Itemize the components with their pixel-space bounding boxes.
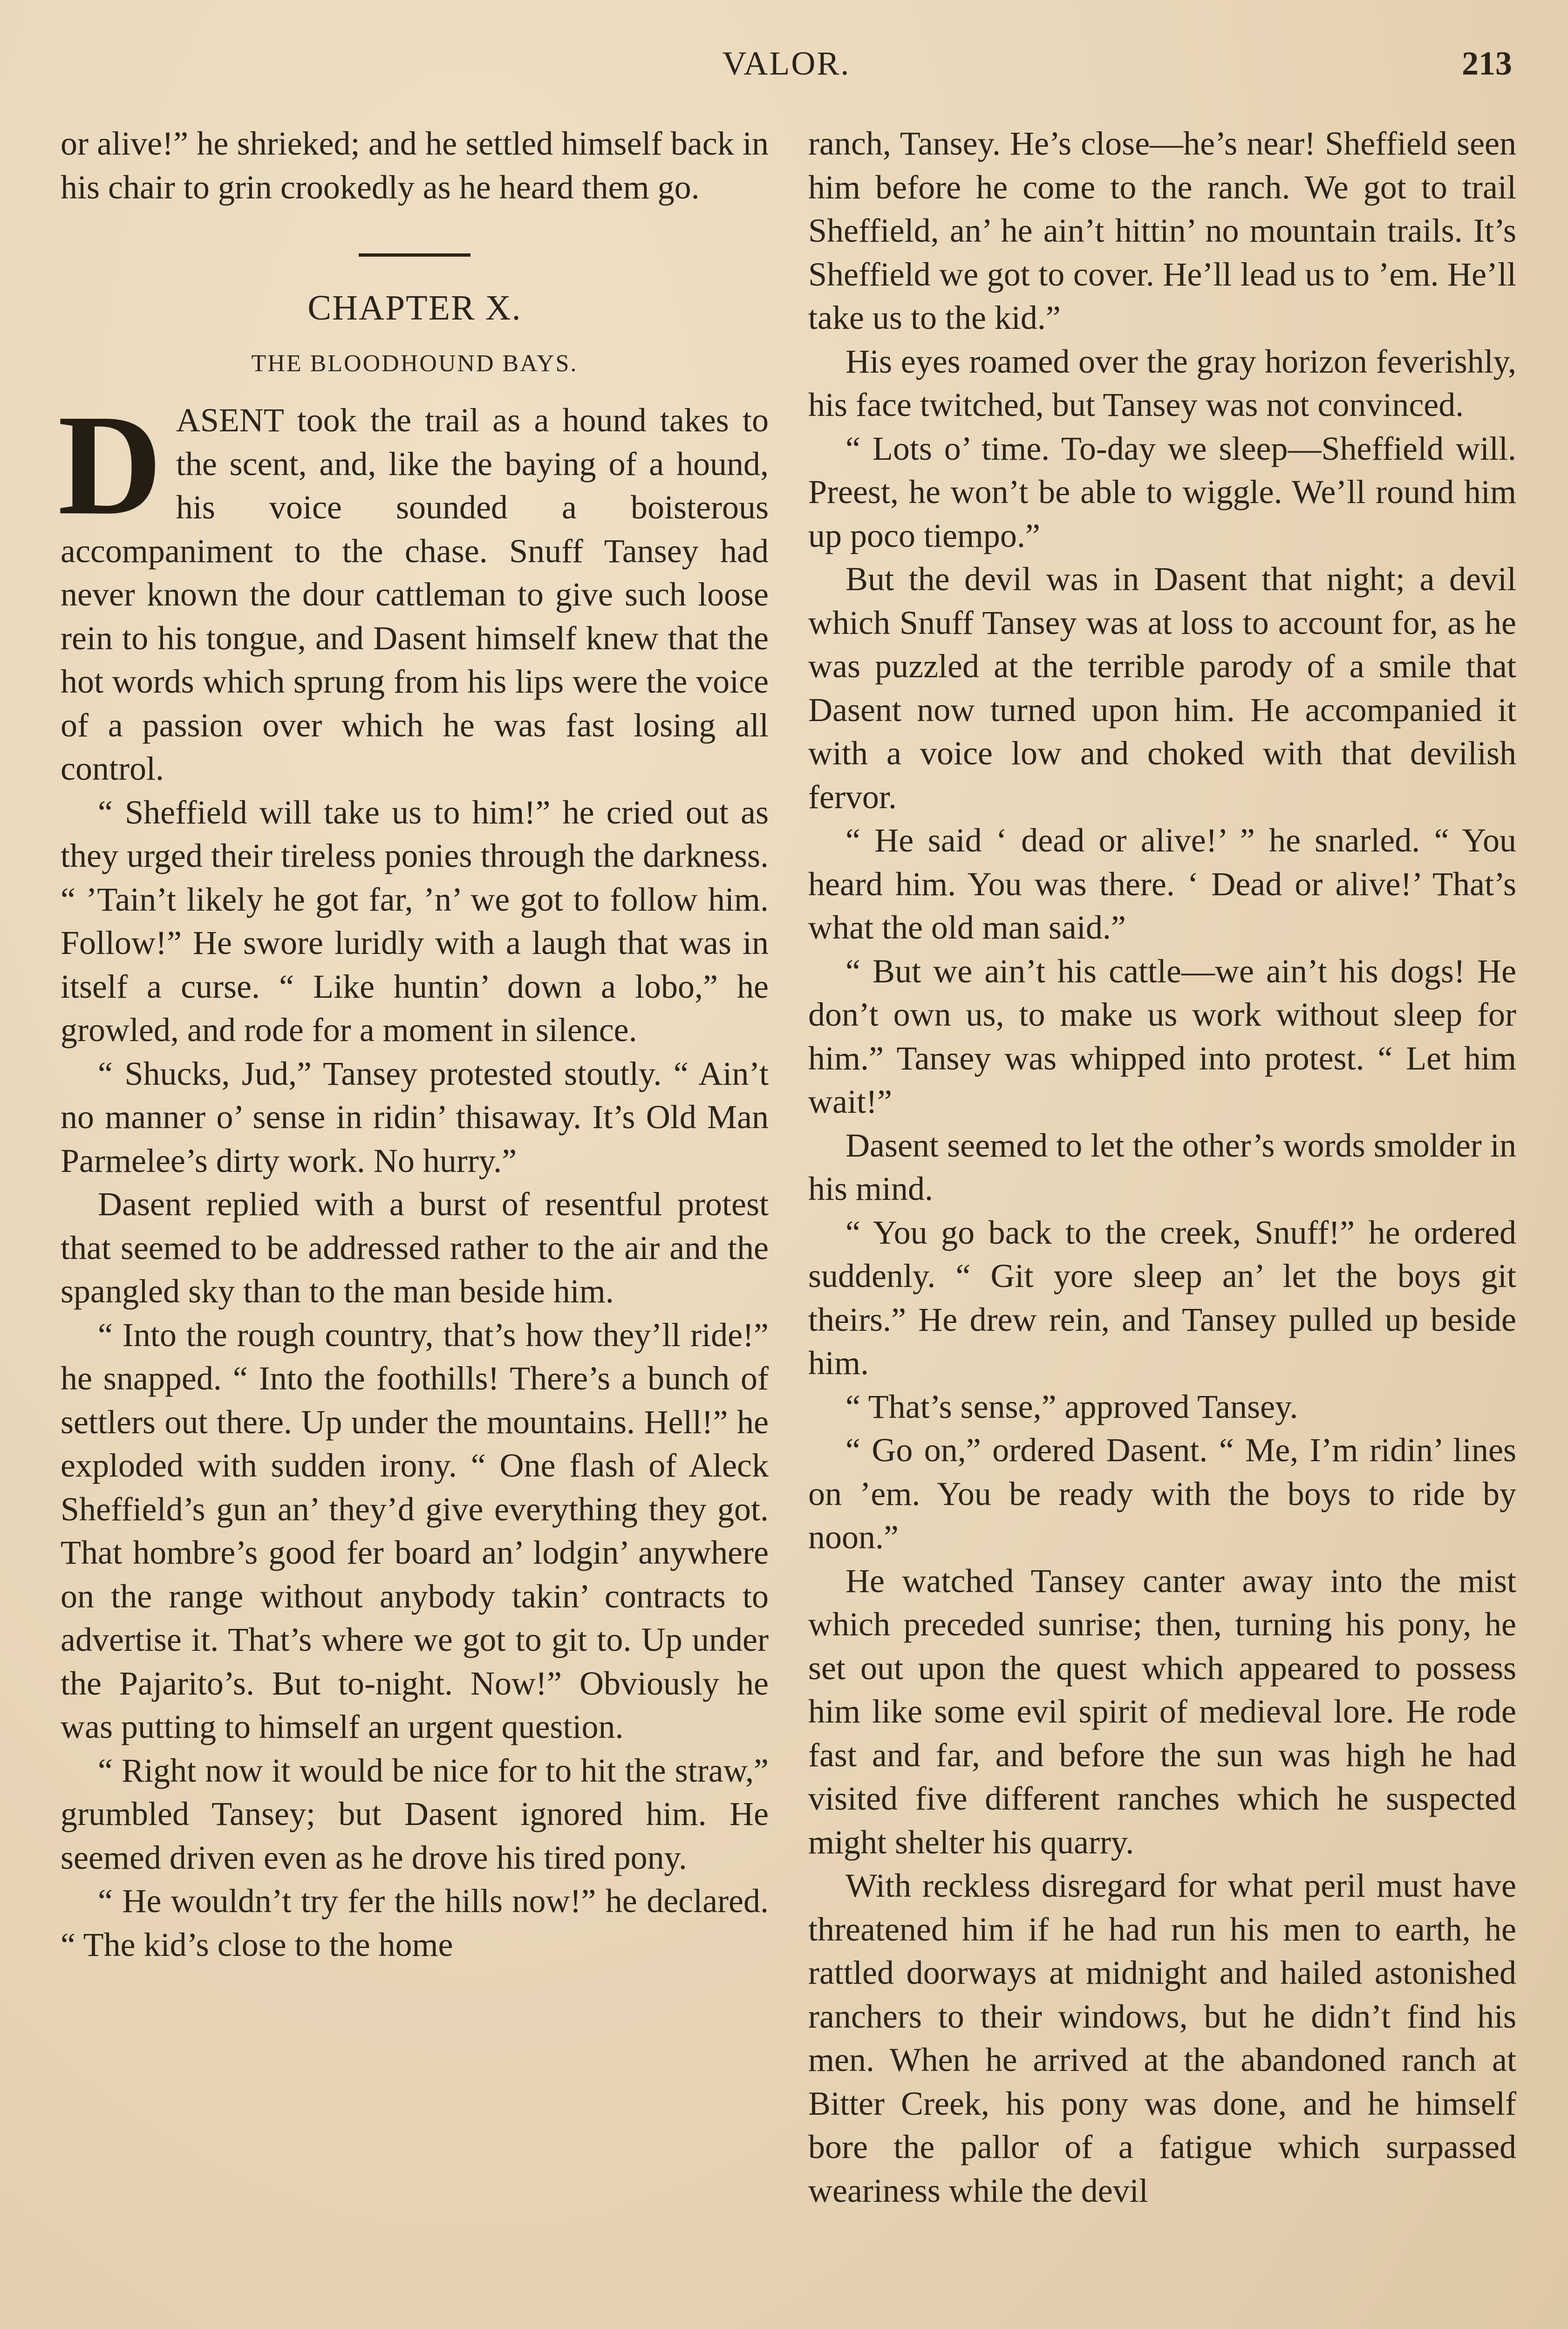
paragraph: “ Lots o’ time. To-day we sleep—Sheffield will. Preest, he won’t be able to wiggle. We’ll round him up poco tiempo.” (808, 429, 1516, 554)
paragraph: “ That’s sense,” approved Tansey. (845, 1388, 1298, 1425)
paragraph: His eyes roamed over the gray horizon feverishly, his face twitched, but Tansey was not convinced. (808, 342, 1516, 423)
paragraph: Dasent replied with a burst of resentful protest that seemed to be addressed rather to the air and the spangled sky than to the man beside him. (61, 1185, 769, 1310)
section-divider (359, 253, 470, 257)
chapter-title: CHAPTER X. (307, 288, 522, 327)
page-number: 213 (1462, 45, 1512, 82)
paragraph: “ Into the rough country, that’s how they’ll ride!” he snapped. “ Into the foothills! There’s a bunch of settlers out there. Up under the mountains. Hell!” he exploded with sudden irony. “ One flash of Aleck Sheffield’s gun an’ they’d give everything they got. That hombre’s good fer board an’ lodgin’ anywhere on the range without anybody takin’ contracts to advertise it. That’s where we got to git to. Up under the Pajarito’s. But to-night. Now!” Obviously he was putting to himself an urgent question. (61, 1316, 769, 1745)
chapter-opening-paragraph (58, 385, 769, 791)
continued-paragraph: or alive!” he shrieked; and he settled himself back in his chair to grin crookedly as he heard them go. (61, 125, 769, 206)
paragraph: “ He wouldn’t try fer the hills now!” he declared. “ The kid’s close to the home (61, 1882, 769, 1963)
running-title: VALOR. (722, 45, 851, 82)
paragraph: But the devil was in Dasent that night; a devil which Snuff Tansey was at loss to account for, as he was puzzled at the terrible parody of a smile that Dasent now turned upon him. He accompanied it with a voice low and choked with that devilish fervor. (808, 560, 1516, 816)
paragraph: He watched Tansey canter away into the mist which preceded sunrise; then, turning his pony, he set out upon the quest which appeared to possess him like some evil spirit of medieval lore. He rode fast and far, and before the sun was high he had visited five different ranches which he suspected might shelter his quarry. (808, 1562, 1516, 1861)
paragraph: “ Sheffield will take us to him!” he cried out as they urged their tireless ponies through the darkness. “ ’Tain’t likely he got far, ’n’ we got to follow him. Follow!” He swore luridly with a laugh that was in itself a curse. “ Like huntin’ down a lobo,” he growled, and rode for a moment in silence. (61, 793, 769, 1049)
opening-paragraph-text: ASENT took the trail as a hound takes to the scent, and, like the baying of a hound, his voice sounded a boisterous accompaniment to the chase. Snuff Tansey had never known the dour cattleman to give such loose rein to his tongue, and Dasent himself knew that the hot words which sprung from his lips were the voice of a passion over which he was fast losing all control. (61, 402, 769, 787)
paragraph: With reckless disregard for what peril must have threatened him if he had run his men to earth, he rattled doorways at midnight and hailed astonished ranchers to their windows, but he didn’t find his men. When he arrived at the abandoned ranch at Bitter Creek, his pony was done, and he himself bore the pallor of a fatigue which surpassed weariness while the devil (808, 1867, 1516, 2209)
paragraph: “ Shucks, Jud,” Tansey protested stoutly. “ Ain’t no manner o’ sense in ridin’ thisaway. It’s Old Man Parmelee’s dirty work. No hurry.” (61, 1055, 769, 1179)
paragraph: “ Right now it would be nice for to hit the straw,” grumbled Tansey; but Dasent ignored him. He seemed driven even as he drove his tired pony. (61, 1751, 769, 1876)
continued-paragraph: ranch, Tansey. He’s close—he’s near! Sheffield seen him before he come to the ranch. We got to trail Sheffield, an’ he ain’t hittin’ no mountain trails. It’s Sheffield we got to cover. He’ll lead us to ’em. He’ll take us to the kid.” (808, 125, 1516, 336)
paragraph: “ But we ain’t his cattle—we ain’t his dogs! He don’t own us, to make us work without sleep for him.” Tansey was whipped into protest. “ Let him wait!” (808, 952, 1516, 1120)
paragraph: “ You go back to the creek, Snuff!” he ordered suddenly. “ Git yore sleep an’ let the boys git theirs.” He drew rein, and Tansey pulled up beside him. (808, 1213, 1516, 1382)
chapter-subtitle: THE BLOODHOUND BAYS. (251, 350, 578, 377)
left-column (58, 122, 769, 1967)
paragraph: “ Go on,” ordered Dasent. “ Me, I’m ridin’ lines on ’em. You be ready with the boys to ride by noon.” (808, 1431, 1516, 1556)
paragraph: Dasent seemed to let the other’s words smolder in his mind. (808, 1126, 1516, 1207)
drop-cap: D (58, 385, 162, 545)
right-column (808, 122, 1516, 2213)
running-head (61, 44, 1512, 95)
paragraph: “ He said ‘ dead or alive!’ ” he snarled. “ You heard him. You was there. ‘ Dead or alive!’ That’s what the old man said.” (808, 822, 1516, 946)
